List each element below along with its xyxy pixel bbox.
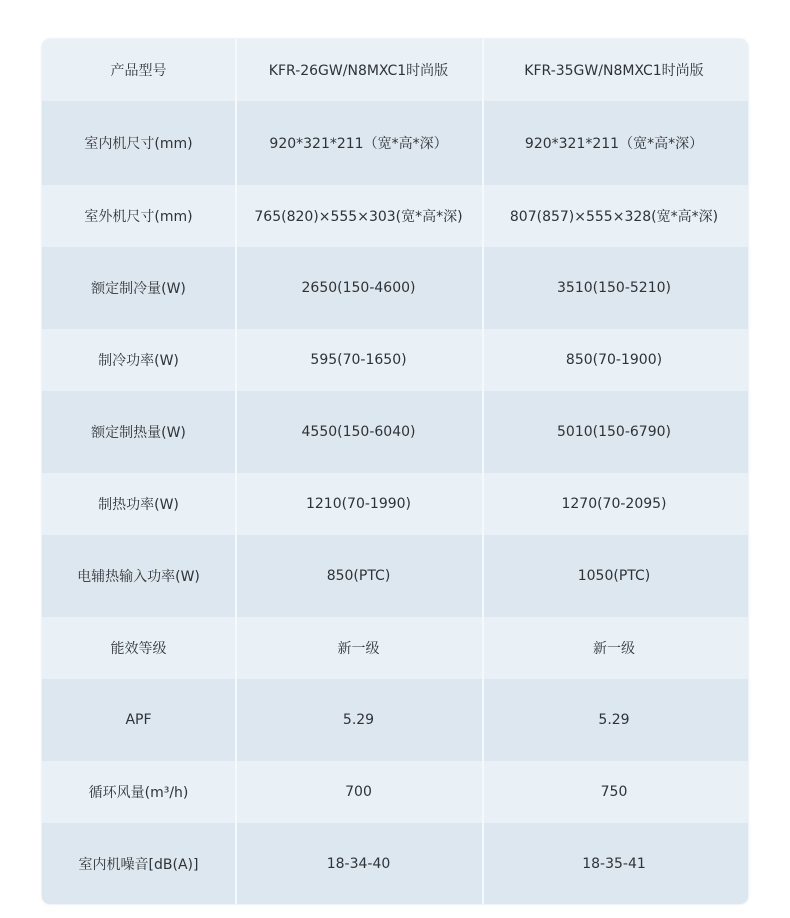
model-26-value: 2650(150-4600) (301, 280, 416, 296)
model-26-value: 765(820)×555×303(宽*高*深) (254, 209, 463, 225)
model-26-value: 新一级 (337, 641, 380, 657)
spec-row-apf (42, 679, 748, 761)
spec-row-indoor-noise (42, 823, 748, 904)
spec-row-outdoor-size (42, 185, 748, 247)
model-35-value: 18-35-41 (582, 855, 646, 872)
row-label: 额定制冷量(W) (91, 281, 186, 297)
row-label: 产品型号 (110, 63, 167, 79)
spec-row-electric-heater-power (42, 535, 748, 617)
model-35-value: 1270(70-2095) (561, 496, 667, 512)
row-label: 循环风量(m³/h) (88, 785, 189, 801)
spec-table (42, 39, 748, 904)
spec-row-cooling-capacity (42, 247, 748, 329)
row-label: 额定制热量(W) (91, 425, 186, 441)
spec-row-airflow (42, 761, 748, 823)
model-35-value: 新一级 (593, 641, 635, 657)
model-35-value: 1050(PTC) (577, 568, 651, 584)
model-35-value: 5.29 (598, 712, 630, 728)
model-35-value: 3510(150-5210) (557, 280, 671, 296)
row-label: 室外机尺寸(mm) (84, 209, 193, 225)
model-35-value: 807(857)×555×328(宽*高*深) (509, 209, 719, 225)
row-label: 制热功率(W) (98, 497, 179, 513)
spec-row-indoor-size (42, 101, 748, 185)
model-26-value: 700 (345, 784, 372, 800)
row-label: 室内机噪音[dB(A)] (78, 856, 199, 873)
model-26-value: 850(PTC) (326, 568, 391, 584)
model-35-value: 850(70-1900) (565, 352, 663, 368)
spec-row-heating-capacity (42, 391, 748, 473)
spec-row-cooling-power (42, 329, 748, 391)
model-26-value: KFR-26GW/N8MXC1时尚版 (268, 63, 449, 79)
row-label: 电辅热输入功率(W) (77, 569, 200, 585)
model-26-value: 4550(150-6040) (301, 424, 416, 440)
model-26-value: 18-34-40 (326, 855, 391, 872)
row-label: APF (125, 712, 152, 728)
spec-row-heating-power (42, 473, 748, 535)
model-26-value: 595(70-1650) (310, 352, 407, 368)
spec-row-model (42, 39, 748, 101)
model-35-value: KFR-35GW/N8MXC1时尚版 (524, 63, 704, 79)
model-35-value: 920*321*211（宽*高*深） (524, 136, 704, 152)
model-26-value: 5.29 (342, 712, 375, 728)
column-divider (235, 39, 237, 904)
model-35-value: 5010(150-6790) (557, 424, 671, 440)
spec-row-energy-grade (42, 617, 748, 679)
row-label: 室内机尺寸(mm) (84, 136, 193, 152)
column-divider (482, 39, 484, 904)
model-35-value: 750 (600, 784, 628, 800)
row-label: 制冷功率(W) (98, 353, 179, 369)
row-label: 能效等级 (110, 641, 167, 657)
model-26-value: 1210(70-1990) (305, 496, 412, 512)
model-26-value: 920*321*211（宽*高*深） (269, 136, 448, 152)
